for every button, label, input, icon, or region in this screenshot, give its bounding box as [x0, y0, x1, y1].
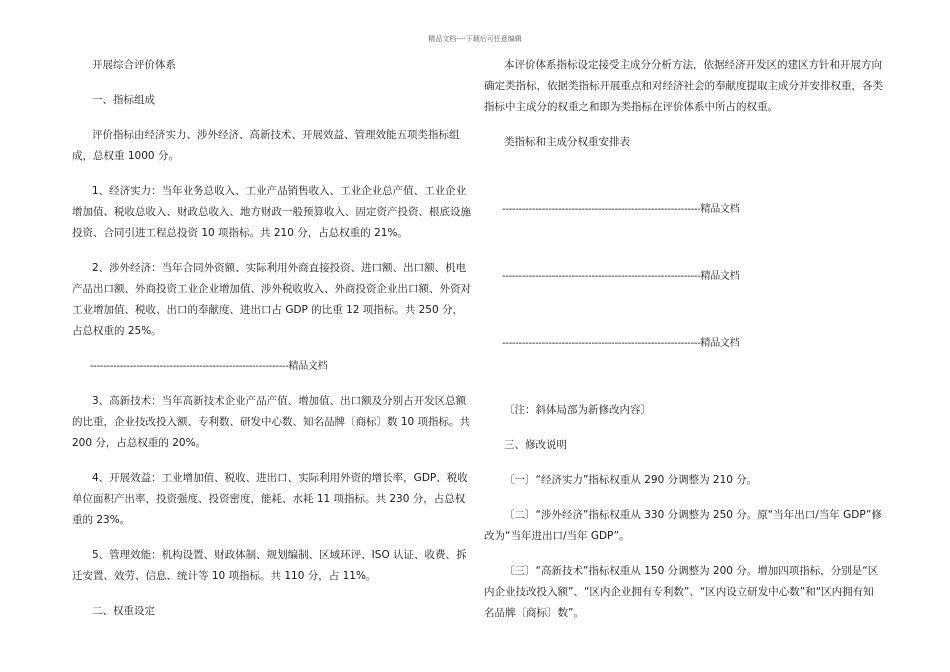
left-column	[72, 48, 472, 622]
item-development-benefit: 4、开展效益：工业增加值、税收、进出口、实际利用外资的增长率，GDP、税收单位面积产出率，投资强度、投资密度，能耗、水耗 11 项指标。共 230 分，占总权重的 23%。	[72, 472, 468, 526]
item-foreign-economy: 2、涉外经济：当年合同外资额、实际利用外商直接投资、进口额、出口额、机电产品出口额、外商投资工业企业增加值、涉外税收收入、外商投资企业出口额、外资对工业增加值、税收、出口的奉献度、进出口占 GDP 的比重 12 项指标。共 250 分，占总权重的 25%。	[72, 262, 471, 337]
change-item-3: 〔三〕“高新技术”指标权重从 150 分调整为 200 分。增加四项指标，分别是“区内企业技改投入额”、“区内企业拥有专利数”、“区内设立研发中心数”和“区内拥有知名品牌〔商标〕数”。	[484, 565, 879, 619]
indicators-intro: 评价指标由经济实力、涉外经济、高新技术、开展效益、管理效能五项类指标组成，总权重 1000 分。	[72, 129, 460, 162]
section-heading-indicators: 一、指标组成	[92, 94, 155, 106]
right-column	[484, 48, 884, 624]
separator-line: ------------------------------------------------------------精品文档	[502, 338, 740, 349]
separator-line: ------------------------------------------------------------精品文档	[502, 204, 740, 215]
separator-line: ------------------------------------------------------------精品文档	[502, 271, 740, 282]
item-management-efficiency: 5、管理效能：机构设置、财政体制、规划编制、区域环评、ISO 认证、收费、拆迁安置、效劳、信息、统计等 10 项指标。共 110 分，占 11%。	[72, 549, 467, 582]
section-heading-changes: 三、修改说明	[504, 439, 567, 451]
section-heading-weights: 二、权重设定	[92, 605, 155, 617]
item-high-tech: 3、高新技术：当年高新技术企业产品产值、增加值、出口额及分别占开发区总额的比重，企业技改投入额、专利数、研发中心数、知名品牌〔商标〕数 10 项指标。共 200 分，占总权重的 20%。	[72, 395, 471, 449]
document-title: 开展综合评价体系	[92, 59, 176, 71]
item-economic-strength: 1、经济实力：当年业务总收入、工业产品销售收入、工业企业总产值、工业企业增加值、税收总收入、财政总收入、地方财政一般预算收入、固定资产投资、根底设施投资、合同引进工程总投资 10 项指标。共 210 分，占总权重的 21%。	[72, 185, 471, 239]
table-title: 类指标和主成分权重安排表	[504, 136, 630, 148]
page-header: 精品文档----下载后可任意编辑	[428, 35, 522, 43]
change-item-2: 〔二〕“涉外经济”指标权重从 330 分调整为 250 分。原“当年出口/当年 GDP”修改为“当年进出口/当年 GDP”。	[484, 509, 882, 542]
italic-note: 〔注：斜体局部为新修改内容〕	[504, 404, 651, 416]
method-paragraph: 本评价体系指标设定接受主成分分析方法，依据经济开发区的建区方针和开展方向确定类指标，依据类指标开展重点和对经济社会的奉献度提取主成分并安排权重，各类指标中主成分的权重之和即为类指标在评价体系中所占的权重。	[484, 59, 883, 113]
change-item-1: 〔一〕“经济实力”指标权重从 290 分调整为 210 分。	[504, 474, 758, 486]
separator-line: ------------------------------------------------------------精品文档	[90, 361, 328, 372]
